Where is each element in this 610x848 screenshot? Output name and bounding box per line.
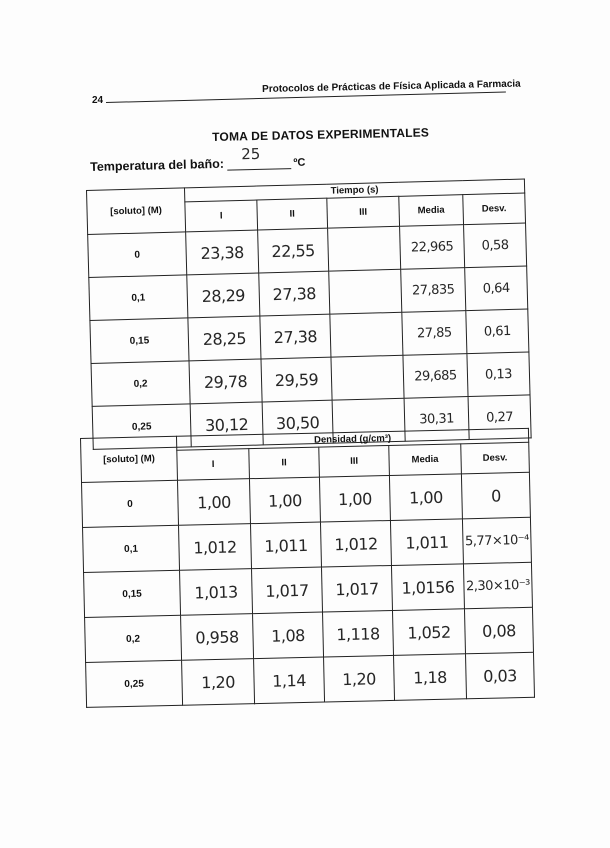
desv-cell: 0,58 — [464, 223, 527, 268]
time-table — [86, 179, 532, 450]
value-cell: 29,59 — [261, 357, 332, 402]
conc-cell: 0,1 — [83, 525, 180, 572]
value-cell: 27,38 — [259, 271, 330, 316]
col-header-media: Media — [389, 444, 462, 476]
media-cell: 1,18 — [394, 654, 467, 701]
value-cell: 27,38 — [260, 314, 331, 359]
conc-cell: 0,15 — [90, 318, 189, 364]
temperature-unit: ºC — [293, 156, 306, 170]
table-row — [86, 652, 535, 707]
col-header-ii: II — [257, 198, 328, 230]
conc-cell: 0,1 — [89, 275, 188, 321]
col-header-iii: III — [319, 445, 390, 477]
value-cell: 0,958 — [181, 614, 254, 661]
running-title: Protocolos de Prácticas de Física Aplicada a Farmacia — [262, 78, 521, 95]
value-cell: 22,55 — [258, 228, 329, 273]
page-number: 24 — [92, 95, 104, 106]
value-cell: 1,017 — [321, 565, 392, 612]
value-cell: 28,29 — [187, 273, 260, 318]
conc-cell: 0 — [88, 232, 187, 278]
desv-cell: 0,27 — [468, 395, 531, 440]
temperature-line — [90, 144, 306, 174]
value-cell: 1,00 — [319, 475, 390, 522]
desv-cell: 0,13 — [467, 352, 530, 397]
solute-header: [soluto] (M) — [81, 436, 178, 482]
media-cell: 1,00 — [389, 474, 462, 521]
media-cell: 1,011 — [390, 519, 463, 566]
desv-cell: 0,61 — [466, 309, 529, 354]
media-cell: 22,965 — [400, 225, 465, 270]
value-cell: 1,00 — [177, 479, 250, 526]
conc-cell: 0,2 — [85, 615, 182, 662]
value-cell: 23,38 — [186, 230, 259, 275]
col-header-i: I — [185, 200, 258, 232]
conc-cell: 0 — [82, 480, 179, 527]
desv-cell: 0,03 — [465, 652, 534, 699]
value-cell: 1,017 — [252, 567, 323, 614]
value-cell: 1,012 — [320, 520, 391, 567]
media-cell: 29,685 — [403, 354, 468, 399]
value-cell: 29,78 — [189, 359, 262, 404]
solute-header: [soluto] (M) — [87, 188, 186, 235]
temperature-blank — [227, 144, 291, 171]
media-cell: 27,85 — [402, 311, 467, 356]
value-cell: 1,011 — [250, 522, 321, 569]
value-cell: 1,00 — [249, 477, 320, 524]
value-cell — [330, 312, 403, 357]
conc-cell: 0,25 — [92, 404, 191, 450]
value-cell: 30,50 — [262, 400, 333, 445]
temperature-label: Temperatura del baño: — [90, 156, 225, 174]
value-cell: 1,20 — [324, 655, 395, 702]
desv-cell: 0,64 — [465, 266, 528, 311]
page-title: TOMA DE DATOS EXPERIMENTALES — [212, 125, 430, 144]
desv-cell: 5,77×10⁻⁴ — [462, 517, 531, 564]
value-cell — [328, 226, 401, 271]
desv-cell: 0 — [461, 472, 530, 519]
conc-cell: 0,15 — [84, 570, 181, 617]
media-cell: 1,0156 — [391, 564, 464, 611]
value-cell: 28,25 — [188, 316, 261, 361]
col-header-desv: Desv. — [461, 442, 530, 474]
media-cell: 30,31 — [404, 397, 469, 442]
density-group-header: Densidad (g/cm³) — [176, 428, 528, 450]
value-cell: 1,08 — [253, 612, 324, 659]
conc-cell: 0,2 — [91, 361, 190, 407]
value-cell: 1,14 — [254, 657, 325, 704]
density-table — [80, 428, 535, 708]
value-cell: 1,012 — [179, 524, 252, 571]
value-cell: 1,118 — [323, 610, 394, 657]
media-cell: 27,835 — [401, 268, 466, 313]
col-header-desv: Desv. — [463, 193, 526, 225]
value-cell: 30,12 — [190, 402, 263, 447]
media-cell: 1,052 — [392, 609, 465, 656]
time-group-header: Tiempo (s) — [184, 179, 524, 202]
value-cell: 1,20 — [182, 659, 255, 706]
col-header-ii: II — [249, 447, 320, 479]
col-header-iii: III — [327, 196, 400, 228]
col-header-i: I — [177, 449, 250, 481]
desv-cell: 0,08 — [464, 607, 533, 654]
desv-cell: 2,30×10⁻³ — [463, 562, 532, 609]
conc-cell: 0,25 — [86, 660, 183, 707]
value-cell — [329, 269, 402, 314]
col-header-media: Media — [399, 195, 464, 227]
value-cell: 1,013 — [180, 569, 253, 616]
value-cell — [331, 355, 404, 400]
temperature-value: 25 — [240, 144, 261, 164]
